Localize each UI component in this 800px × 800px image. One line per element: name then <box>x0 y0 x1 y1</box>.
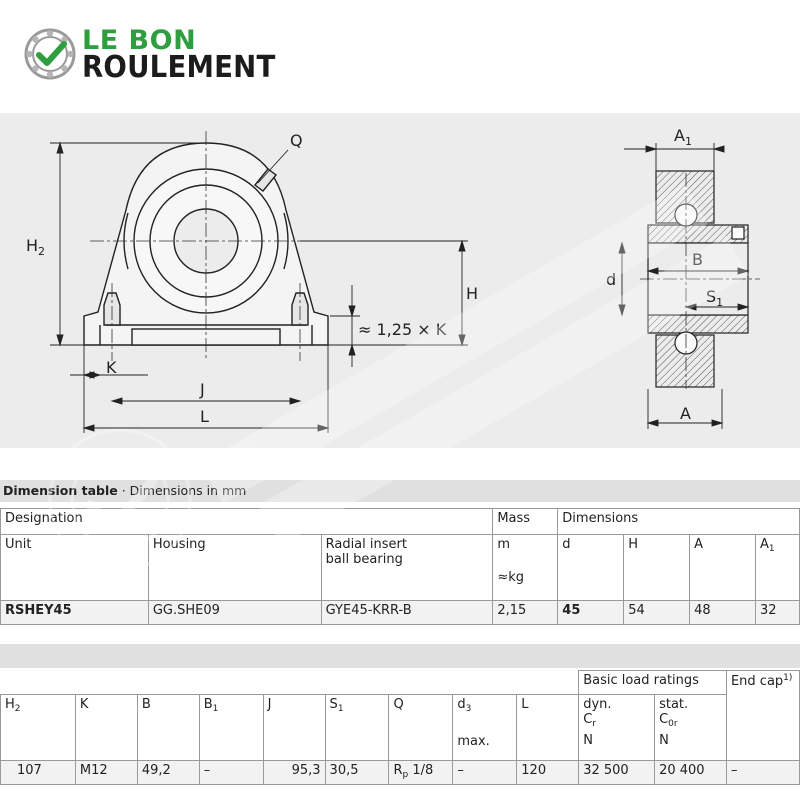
label-k: K <box>106 358 117 377</box>
col-s1-header: $S_1$ <box>325 695 389 761</box>
dimensions-header: Dimensions <box>558 509 800 535</box>
label-h: H <box>466 284 479 303</box>
b1-value: – <box>199 761 263 785</box>
technical-drawing <box>0 113 800 448</box>
q-value: $R_p$ 1/8 <box>389 761 453 785</box>
label-d: d <box>606 270 617 289</box>
c0r-value: 20 400 <box>655 761 727 785</box>
col-q-header: Q <box>389 695 453 761</box>
a-value: 48 <box>690 601 756 625</box>
label-b: B <box>692 250 703 269</box>
s1-value: 30,5 <box>325 761 389 785</box>
brand-name-top: LE BON <box>82 25 197 56</box>
col-h-header: H <box>624 535 690 601</box>
bearing-check-icon <box>24 28 76 80</box>
insert-header: Radial insert ball bearing <box>321 535 493 601</box>
h-value: 54 <box>624 601 690 625</box>
header <box>0 0 800 113</box>
col-cr-header: dyn. $C_r$ N <box>579 695 655 761</box>
mass-value: 2,15 <box>493 601 558 625</box>
k-value: M12 <box>75 761 137 785</box>
col-j-header: J <box>263 695 325 761</box>
col-h2-header: $H_2$ <box>1 695 76 761</box>
unit-header: Unit <box>1 535 149 601</box>
housing-value: GG.SHE09 <box>148 601 321 625</box>
col-a1-header: $A_1$ <box>756 535 800 601</box>
col-l-header: L <box>517 695 579 761</box>
l-value: 120 <box>517 761 579 785</box>
label-j: J <box>200 380 205 399</box>
table2-band <box>0 644 800 668</box>
table-row <box>1 601 800 625</box>
label-h2: $H_2$ <box>26 236 46 258</box>
col-c0r-header: stat. $C_{0r}$ N <box>655 695 727 761</box>
b-value: 49,2 <box>137 761 199 785</box>
label-a1: $A_1$ <box>674 126 692 148</box>
brand-name-bottom: ROULEMENT <box>82 50 276 85</box>
label-approx-k: ≈ 1,25 × K <box>358 320 447 339</box>
load-rating-table <box>0 670 800 785</box>
dimension-table <box>0 508 800 625</box>
col-b1-header: $B_1$ <box>199 695 263 761</box>
dimension-table-title: Dimension table · Dimensions in mm <box>0 480 800 502</box>
label-a: A <box>680 404 691 423</box>
col-b-header: B <box>137 695 199 761</box>
end-cap-header: End cap$^{1)}$ <box>726 671 799 761</box>
col-a-header: A <box>690 535 756 601</box>
end-cap-value: – <box>726 761 799 785</box>
d3-value: – <box>453 761 517 785</box>
label-q: Q <box>290 131 303 150</box>
drawing-svg <box>0 113 800 448</box>
mass-header: Mass <box>493 509 558 535</box>
d-value: 45 <box>558 601 624 625</box>
housing-header: Housing <box>148 535 321 601</box>
unit-value: RSHEY45 <box>1 601 149 625</box>
label-l: L <box>200 407 209 426</box>
col-d-header: d <box>558 535 624 601</box>
basic-load-header: Basic load ratings <box>579 671 727 695</box>
cr-value: 32 500 <box>579 761 655 785</box>
insert-value: GYE45-KRR-B <box>321 601 493 625</box>
mass-unit-header: m ≈kg <box>493 535 558 601</box>
col-k-header: K <box>75 695 137 761</box>
a1-value: 32 <box>756 601 800 625</box>
j-value: 95,3 <box>263 761 325 785</box>
h2-value: 107 <box>1 761 76 785</box>
designation-header: Designation <box>1 509 493 535</box>
label-s1: $S_1$ <box>706 287 724 309</box>
table-row <box>1 761 800 785</box>
col-d3-header: $d_3$ max. <box>453 695 517 761</box>
